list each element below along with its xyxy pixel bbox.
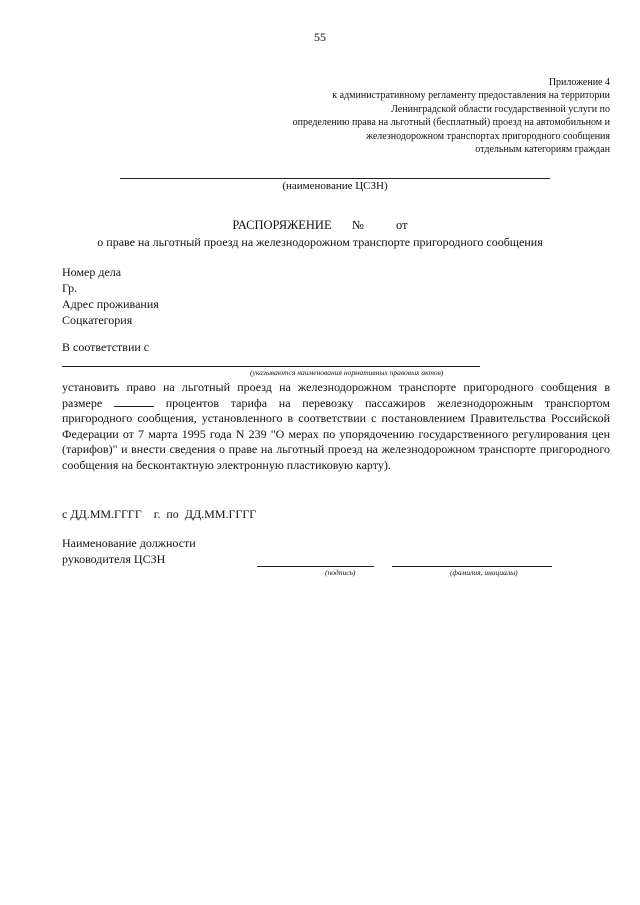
validity-dates: с ДД.ММ.ГГГГ г. по ДД.ММ.ГГГГ bbox=[62, 507, 257, 521]
appendix-header bbox=[190, 76, 610, 156]
signature-line bbox=[257, 566, 374, 567]
org-name-line bbox=[120, 178, 550, 179]
org-name-caption: (наименование ЦСЗН) bbox=[282, 180, 388, 192]
head-position bbox=[62, 536, 196, 567]
accordance-label: В соответствии с bbox=[62, 340, 150, 354]
appendix-line: Приложение 4 bbox=[548, 77, 610, 88]
field-address: Адрес проживания bbox=[62, 297, 159, 311]
signature-caption: (подпись) bbox=[325, 568, 356, 577]
field-citizen: Гр. bbox=[62, 281, 78, 295]
appendix-line: к административному регламенту предоставления на территории bbox=[332, 90, 610, 102]
title-word: РАСПОРЯЖЕНИЕ bbox=[232, 218, 332, 232]
body-part-1: установить право на льготный проезд на железнодорожном транспорте пригородного сообщения в размере bbox=[62, 380, 610, 410]
position-line: руководителя ЦСЗН bbox=[62, 551, 166, 566]
name-caption: (фамилия, инициалы) bbox=[450, 568, 518, 577]
date-from-label: от bbox=[396, 218, 408, 232]
document-subtitle: о праве на льготный проезд на железнодорожном транспорте пригородного сообщения bbox=[97, 235, 543, 249]
order-body bbox=[62, 380, 610, 473]
name-line bbox=[392, 566, 552, 567]
acts-note: (указываются наименования нормативных правовых актов) bbox=[250, 368, 444, 377]
appendix-line: определению права на льготный (бесплатный) проезд на автомобильном и bbox=[292, 117, 610, 129]
percent-blank bbox=[114, 396, 154, 407]
applicant-fields bbox=[62, 264, 159, 328]
acts-line bbox=[62, 366, 480, 367]
appendix-line: железнодорожном транспортах пригородного сообщения bbox=[366, 130, 610, 142]
position-line: Наименование должности bbox=[62, 536, 196, 550]
page-number: 55 bbox=[314, 30, 326, 44]
number-sign: № bbox=[351, 218, 364, 232]
body-part-2: процентов тарифа на перевозку пассажиров железнодорожным транспортом пригородного сообщения, установленного в соответствии с постановлением Правительства Российской Федерации от 7 марта 1995 года N 239 "О мерах по упорядочению государственного регулирования цен (тарифов)" и внести сведения о праве на льготный проезд на железнодорожном транспорте пригородного сообщения на бесконтактную электронную пластиковую карту). bbox=[62, 395, 611, 472]
appendix-line: отдельным категориям граждан bbox=[475, 144, 610, 156]
appendix-line: Ленинградской области государственной услуги по bbox=[391, 103, 610, 115]
field-social-category: Соцкатегория bbox=[62, 313, 133, 327]
document-title bbox=[0, 218, 640, 233]
field-case-number: Номер дела bbox=[62, 265, 122, 279]
